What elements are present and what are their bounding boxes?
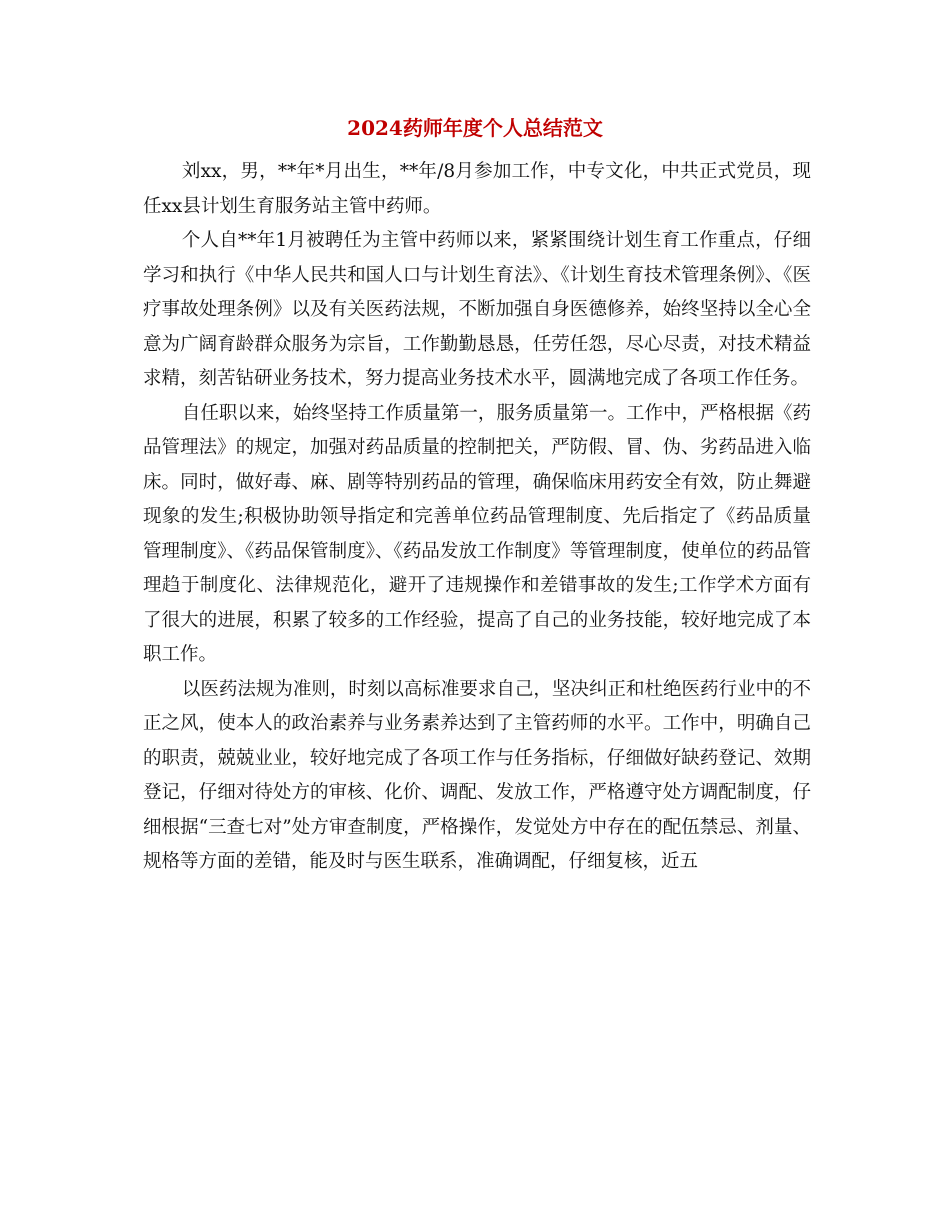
paragraph-2: 个人自**年1月被聘任为主管中药师以来，紧紧围绕计划生育工作重点，仔细学习和执行《中华人民共和国人口与计划生育法》、《计划生育技术管理条例》、《医疗事故处理条例》以及有关医药法规，不断加强自身医德修养，始终坚持以全心全意为广阔育龄群众服务为宗旨，工作勤勤恳恳，任劳任怨，尽心尽责，对技术精益求精，刻苦钻研业务技术，努力提高业务技术水平，圆满地完成了各项工作任务。	[143, 230, 811, 389]
paragraph-4: 以医药法规为准则，时刻以高标准要求自己，坚决纠正和杜绝医药行业中的不正之风，使本人的政治素养与业务素养达到了主管药师的水平。工作中，明确自己的职责，兢兢业业，较好地完成了各项工作与任务指标，仔细做好缺药登记、效期登记，仔细对待处方的审核、化价、调配、发放工作，严格遵守处方调配制度，仔细根据“三查七对”处方审查制度，严格操作，发觉处方中存在的配伍禁忌、剂量、规格等方面的差错，能及时与医生联系，准确调配，仔细复核，近五	[143, 678, 811, 872]
paragraph-3: 自任职以来，始终坚持工作质量第一，服务质量第一。工作中，严格根据《药品管理法》的规定，加强对药品质量的控制把关，严防假、冒、伪、劣药品进入临床。同时，做好毒、麻、剧等特别药品的管理，确保临床用药安全有效，防止舞避现象的发生;积极协助领导指定和完善单位药品管理制度、先后指定了《药品质量管理制度》、《药品保管制度》、《药品发放工作制度》等管理制度，使单位的药品管理趋于制度化、法律规范化，避开了违规操作和差错事故的发生;工作学术方面有了很大的进展，积累了较多的工作经验，提高了自己的业务技能，较好地完成了本职工作。	[143, 402, 811, 665]
document-title: 2024药师年度个人总结范文	[347, 116, 603, 140]
document-body	[143, 155, 811, 880]
paragraph-1: 刘xx，男，**年*月出生，**年/8月参加工作，中专文化，中共正式党员，现任xx县计划生育服务站主管中药师。	[143, 161, 811, 217]
